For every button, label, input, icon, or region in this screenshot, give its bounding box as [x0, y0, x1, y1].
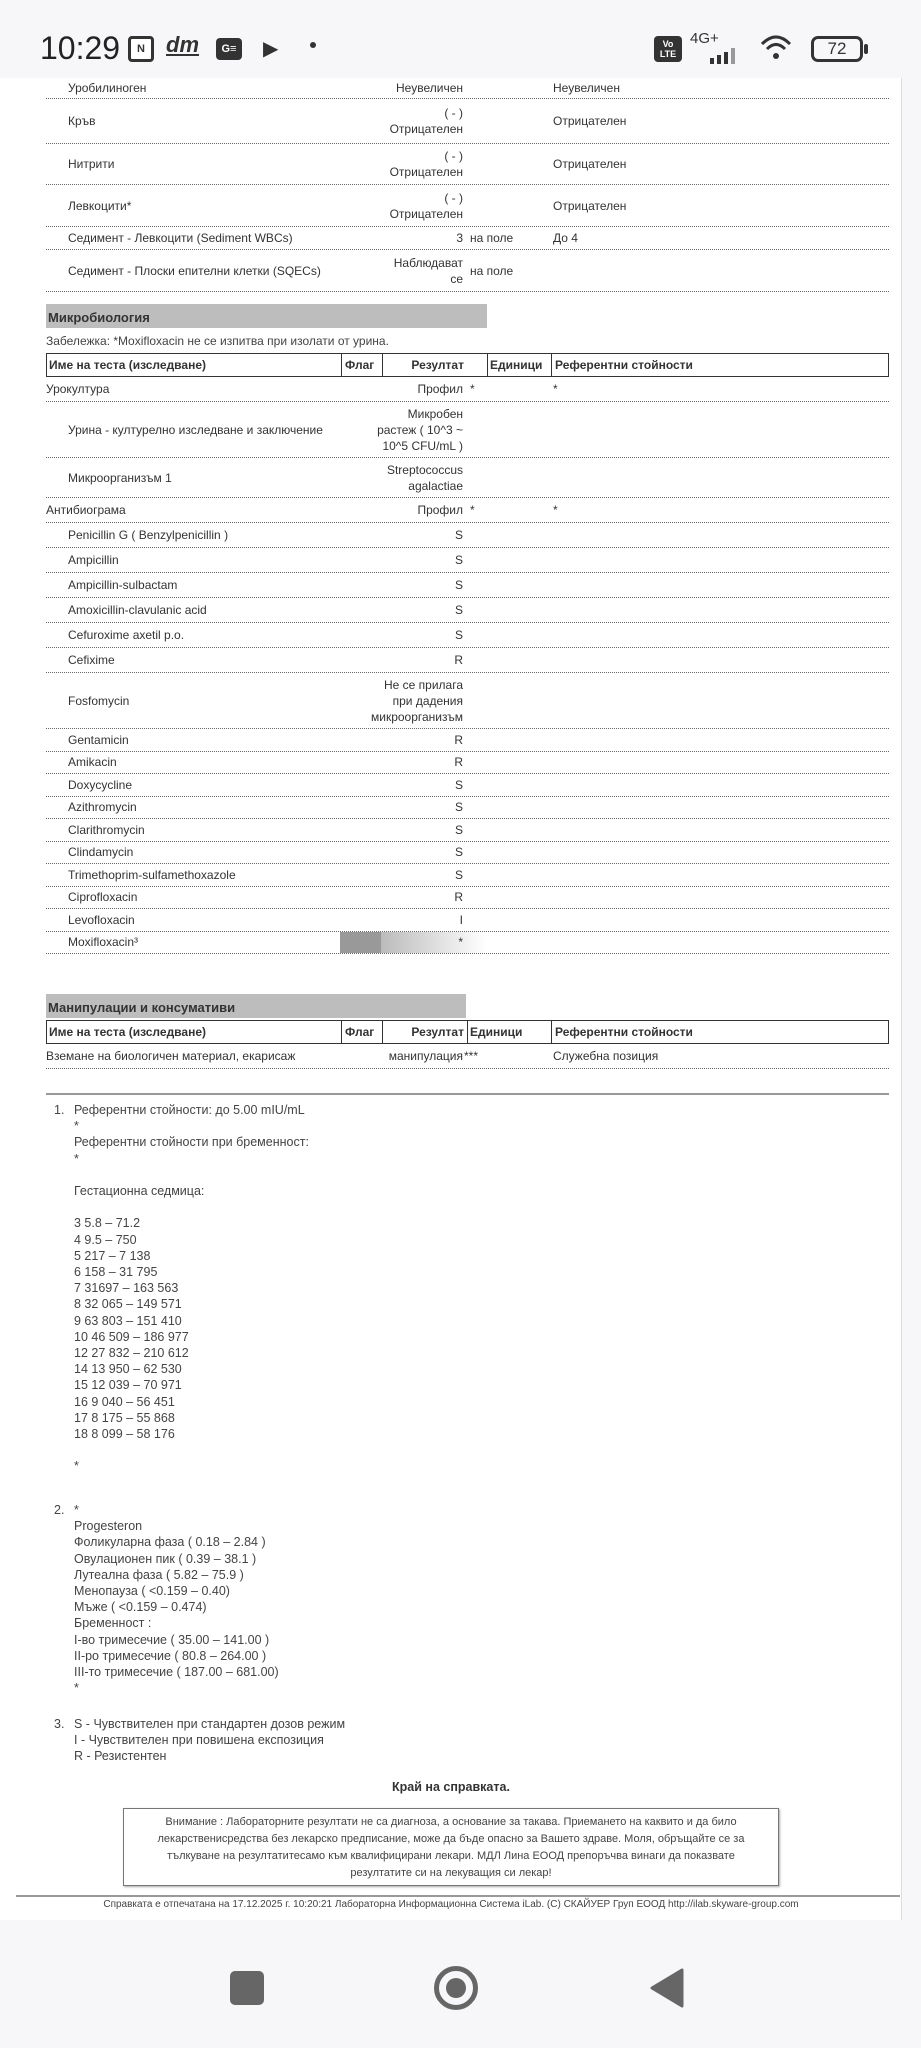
- test-units: на поле: [470, 231, 514, 245]
- dm-app-icon: dm: [166, 32, 199, 57]
- battery-tip: [864, 44, 868, 54]
- col-flag: Флаг: [345, 358, 375, 372]
- test-result: ( - ) Отрицателен: [389, 149, 463, 179]
- home-button[interactable]: [434, 1966, 478, 2010]
- footnote-3: [54, 1716, 345, 1765]
- test-result: Профил: [417, 503, 463, 517]
- col-result: Резултат: [411, 1025, 464, 1039]
- volte-icon: Vo LTE: [654, 36, 682, 62]
- test-name: Вземане на биологичен материал, екарисаж: [46, 1049, 296, 1063]
- table-row: [46, 648, 889, 673]
- test-result: S: [454, 603, 463, 617]
- test-name: Кръв: [68, 114, 96, 128]
- test-result: S: [454, 800, 463, 815]
- test-name: Левкоцити*: [68, 198, 132, 213]
- table-row: [46, 377, 889, 402]
- test-name: Микроорганизъм 1: [68, 470, 172, 485]
- test-result: S: [454, 553, 463, 567]
- table-row: [46, 458, 889, 498]
- test-name: Moxifloxacin³: [68, 935, 139, 950]
- signal-icon: [692, 48, 748, 62]
- test-units: *: [470, 382, 475, 396]
- test-name: Doxycycline: [68, 777, 133, 792]
- clock: 10:29: [40, 30, 121, 66]
- table-row: [46, 864, 889, 887]
- test-result: ( - ) Отрицателен: [389, 190, 463, 221]
- test-name: Седимент - Левкоцити (Sediment WBCs): [68, 231, 293, 245]
- battery-icon: 72: [811, 36, 863, 62]
- test-name: Gentamicin: [68, 732, 129, 747]
- table-row: [46, 573, 889, 598]
- test-reference: Отрицателен: [553, 114, 627, 128]
- table-row: [46, 909, 889, 932]
- test-result: I: [459, 912, 463, 927]
- test-result: R: [454, 732, 463, 747]
- recents-button[interactable]: [230, 1971, 264, 2005]
- test-result: ( - ) Отрицателен: [389, 106, 463, 136]
- table-row: [46, 144, 889, 185]
- col-result: Резултат: [411, 358, 464, 372]
- footnote-1: [54, 1102, 309, 1475]
- table-row: [46, 932, 889, 955]
- test-result: Наблюдават се: [393, 255, 463, 286]
- table-row: [46, 99, 889, 144]
- test-reference: Служебна позиция: [553, 1049, 659, 1063]
- table-row: [46, 402, 889, 458]
- test-name: Ampicillin-sulbactam: [68, 578, 178, 592]
- table-row: [46, 548, 889, 573]
- test-name: Amoxicillin-clavulanic acid: [68, 603, 207, 617]
- shaded-cell: [340, 932, 486, 954]
- table-row: [46, 819, 889, 842]
- table-row: [46, 598, 889, 623]
- urine-results: [0, 78, 843, 292]
- play-icon: ▶: [263, 38, 279, 60]
- test-result: Неувеличен: [396, 81, 463, 95]
- table-row: [46, 797, 889, 820]
- test-name: Amikacin: [68, 755, 117, 770]
- col-name: Име на теста (изследване): [49, 1025, 206, 1039]
- test-result: Не се прилага при дадения микроорганизъм: [370, 677, 463, 724]
- disclaimer-box: Внимание : Лабораторните резултати не са диагноза, а основание за такава. Приемането на каквито и да било лекарственисредства без лекарско предписание, може да бъде опасно за Вашето здраве. Моля, обръщайте се за тълкуване на резултатитесамо към квалифицирани лекари. МДЛ Лина ЕООД препоръчва винаги да показвате резултатите си на лекуващия си лекар!: [123, 1808, 779, 1886]
- divider: [46, 1093, 889, 1095]
- test-name: Clindamycin: [68, 845, 134, 860]
- test-units: ***: [464, 1049, 479, 1063]
- table-row: [46, 774, 889, 797]
- print-footer: Справката е отпечатана на 17.12.2025 г. 10:20:21 Лабораторна Информационна Система iLab. (C) СКАЙУЕР Груп ЕООД http://ilab.skyware-group.com: [103, 1899, 799, 1910]
- navigation-bar: [0, 1920, 921, 2048]
- table-row: [46, 887, 889, 910]
- table-row: [46, 498, 889, 523]
- test-result: Микробен растеж ( 10^3 ~ 10^5 CFU/mL ): [377, 406, 463, 453]
- test-result: S: [454, 867, 463, 882]
- footnote-text: S - Чувствителен при стандартен дозов режим I - Чувствителен при повишена експозиция R - Резистентен: [74, 1717, 346, 1764]
- col-reference: Референтни стойности: [555, 358, 693, 372]
- test-units: *: [470, 503, 475, 517]
- test-name: Penicillin G ( Benzylpenicillin ): [68, 528, 229, 542]
- table-row: [46, 729, 889, 752]
- test-name: Урина - културелно изследване и заключение: [68, 422, 323, 437]
- test-name: Cefuroxime axetil p.o.: [68, 628, 185, 642]
- table-row: [46, 185, 889, 227]
- back-button[interactable]: [650, 1968, 684, 2011]
- test-name: Trimethoprim-sulfamethoxazole: [68, 867, 236, 882]
- col-flag: Флаг: [345, 1025, 375, 1039]
- footnote-2: [54, 1502, 279, 1696]
- test-result: S: [454, 845, 463, 860]
- test-name: Нитрити: [68, 157, 115, 171]
- table-row: [46, 752, 889, 775]
- col-units: Единици: [470, 1025, 523, 1039]
- microbiology-results: [0, 377, 843, 954]
- test-result: манипулация: [388, 1049, 463, 1063]
- footnote-number: 3.: [54, 1717, 65, 1731]
- table-row: [46, 250, 889, 292]
- table-row: [46, 78, 889, 99]
- manipulations-table-header: [46, 1020, 889, 1044]
- table-row: [46, 227, 889, 250]
- test-name: Cefixime: [68, 653, 115, 667]
- test-name: Седимент - Плоски епителни клетки (SQECs): [68, 263, 321, 278]
- test-units: на поле: [470, 263, 514, 278]
- test-reference: *: [553, 503, 558, 517]
- table-row: [46, 842, 889, 865]
- test-result: Профил: [417, 382, 463, 396]
- test-name: Fosfomycin: [68, 693, 130, 708]
- section-title-microbiology: Микробиология: [46, 304, 487, 328]
- test-name: Levofloxacin: [68, 912, 135, 927]
- footnote-text: Референтни стойности: до 5.00 mIU/mL * Референтни стойности при бременност: * Гестационна седмица: 3 5.8 – 71.2 4 9.5 – 750 5 217 – 7 138 6 158 – 31 795 7 31697 – 163 563 8 32 065 – 149 571 9 63 803 – 151 410 10 46 509 – 186 977 12 27 832 – 210 612 14 13 950 – 62 530 15 12 039 – 70 971 16 9 040 – 56 451 17 8 175 – 55 868 18 8 099 – 58 176 *: [74, 1103, 309, 1474]
- section-title-manipulations: Манипулации и консумативи: [46, 994, 466, 1018]
- wifi-icon: [760, 34, 792, 67]
- status-bar: [0, 0, 921, 78]
- network-type: 4G+: [690, 30, 719, 47]
- test-name: Ampicillin: [68, 553, 119, 567]
- footnote-number: 1.: [54, 1103, 65, 1117]
- test-reference: Отрицателен: [553, 157, 627, 171]
- test-result: S: [454, 628, 463, 642]
- table-row: [46, 523, 889, 548]
- test-name: Антибиограма: [46, 503, 126, 517]
- test-result: *: [458, 935, 463, 950]
- test-name: Урокултура: [46, 382, 110, 396]
- test-result: R: [454, 653, 463, 667]
- footnote-text: * Progesteron Фоликуларна фаза ( 0.18 – 2.84 ) Овулационен пик ( 0.39 – 38.1 ) Лутеална фаза ( 5.82 – 75.9 ) Менопауза ( <0.159 – 0.40) Мъже ( <0.159 – 0.474) Бременност : I-во тримесечие ( 35.00 – 141.00 ) II-ро тримесечие ( 80.8 – 264.00 ) III-то тримесечие ( 187.00 – 681.00) *: [74, 1503, 279, 1696]
- microbiology-note: Забележка: *Moxifloxacin не се изпитва при изолати от урина.: [46, 334, 389, 348]
- test-name: Ciprofloxacin: [68, 890, 138, 905]
- test-result: S: [454, 777, 463, 792]
- table-row: [46, 623, 889, 648]
- col-units: Единици: [490, 358, 543, 372]
- test-reference: *: [553, 382, 558, 396]
- test-result: S: [454, 822, 463, 837]
- test-name: Clarithromycin: [68, 822, 145, 837]
- microbiology-table-header: [46, 353, 889, 377]
- col-name: Име на теста (изследване): [49, 358, 206, 372]
- test-reference: Отрицателен: [553, 198, 627, 213]
- table-row: [46, 673, 889, 729]
- col-reference: Референтни стойности: [555, 1025, 693, 1039]
- table-row: [46, 1044, 889, 1069]
- test-result: S: [454, 578, 463, 592]
- end-of-report: Край на справката.: [392, 1780, 510, 1794]
- footnote-number: 2.: [54, 1503, 65, 1517]
- test-name: Azithromycin: [68, 800, 137, 815]
- test-result: R: [454, 755, 463, 770]
- test-name: Уробилиноген: [68, 81, 147, 95]
- test-result: S: [454, 528, 463, 542]
- test-result: Streptococcus agalactiae: [386, 462, 463, 493]
- footer-divider: [16, 1895, 900, 1897]
- test-result: 3: [456, 231, 463, 245]
- translate-icon: G≡: [216, 38, 242, 60]
- test-reference: Неувеличен: [553, 81, 620, 95]
- dot-icon: [310, 42, 316, 48]
- test-reference: До 4: [553, 231, 578, 245]
- nfc-icon: N: [128, 36, 154, 62]
- test-result: R: [454, 890, 463, 905]
